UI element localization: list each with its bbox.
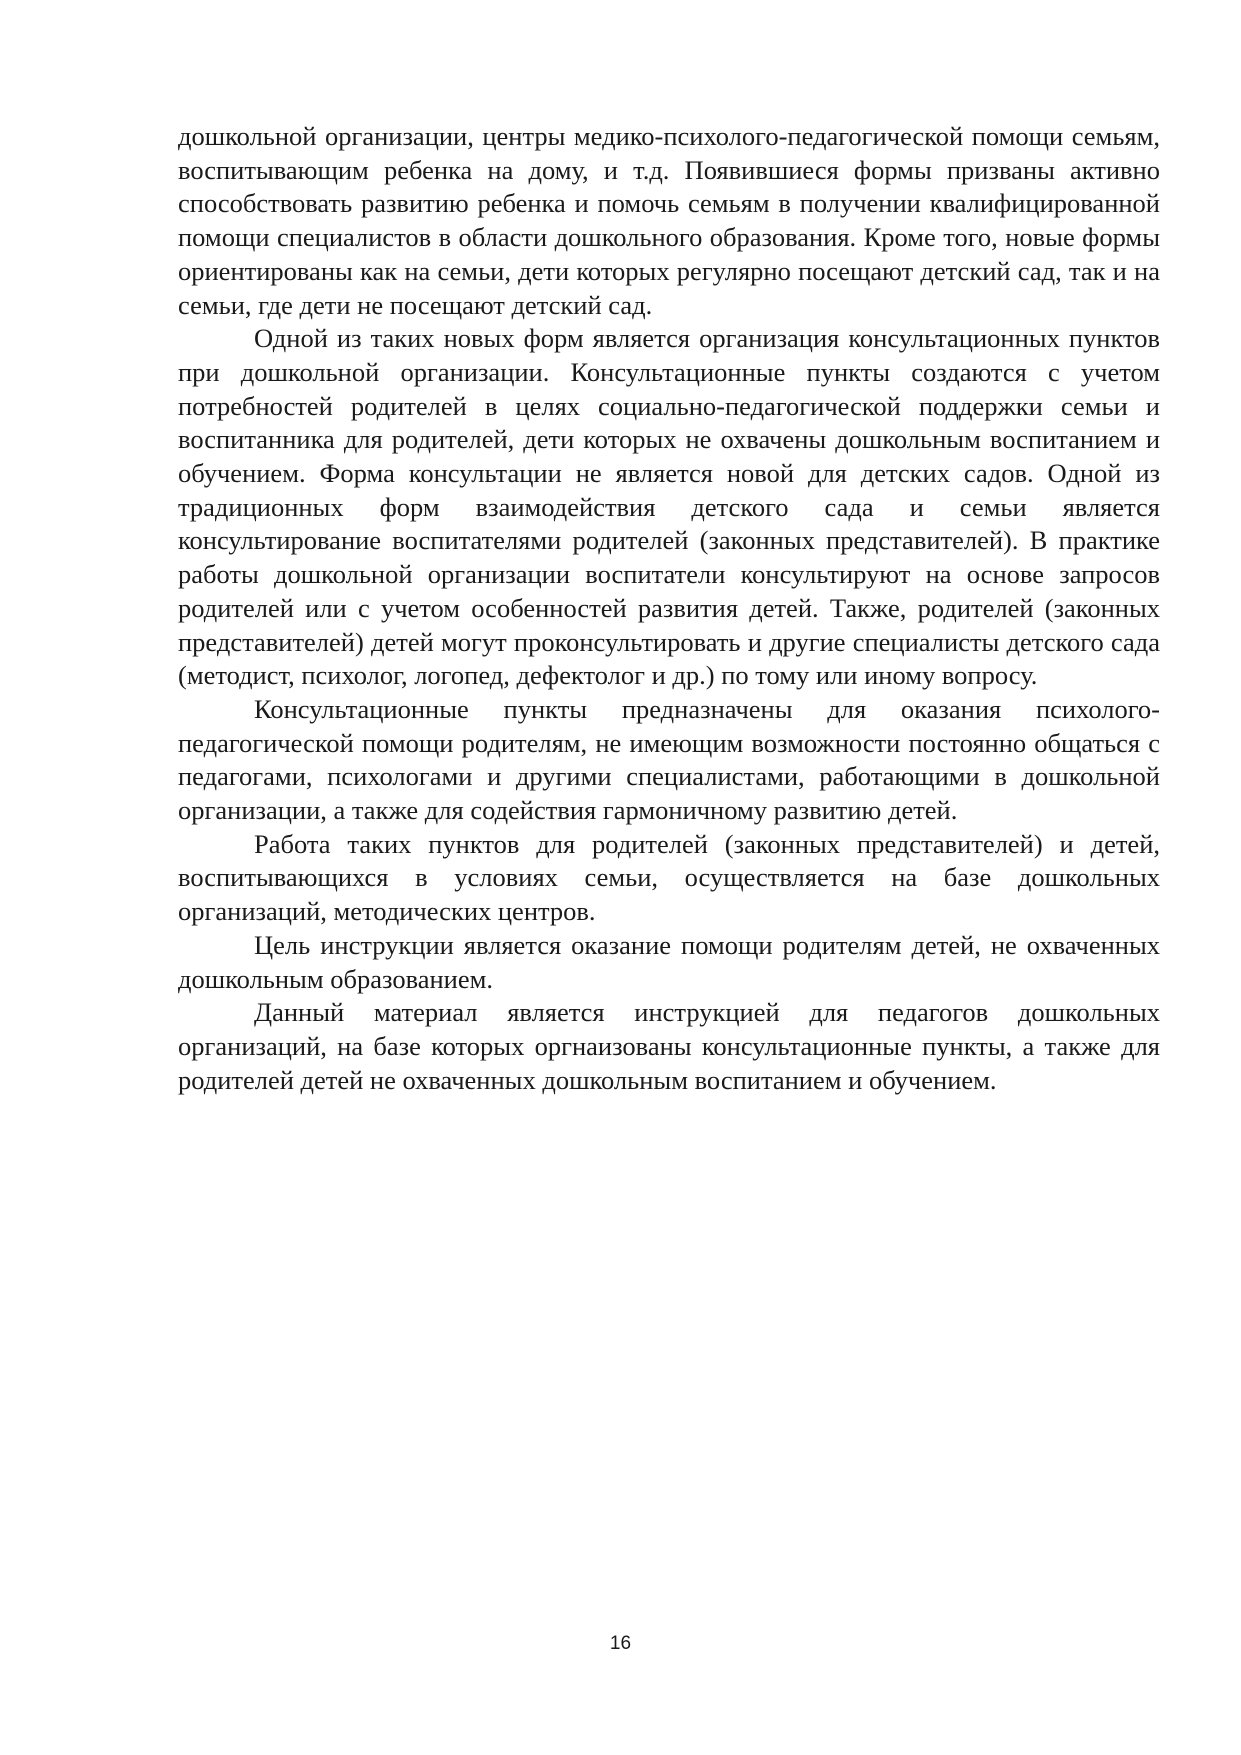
- paragraph-purpose: Консультационные пункты предназначены для оказания психолого-педагогической помощи родителям, не имеющим возможности постоянно общаться с педагогами, психологами и другими специалистами, работающими в дошкольной организации, а также для содействия гармоничному развитию детей.: [178, 693, 1160, 826]
- page-number: 16: [609, 1633, 632, 1654]
- paragraph-instruction-goal: Цель инструкции является оказание помощи родителям детей, не охваченных дошкольным образованием.: [178, 929, 1160, 994]
- paragraph-continuation: дошкольной организации, центры медико-психолого-педагогической помощи семьям, воспитывающим ребенка на дому, и т.д. Появившиеся формы призваны активно способствовать развитию ребенка и помочь семьям в получении квалифицированной помощи специалистов в области дошкольного образования. Кроме того, новые формы ориентированы как на семьи, дети которых регулярно посещают детский сад, так и на семьи, где дети не посещают детский сад.: [178, 121, 1160, 320]
- paragraph-work-base: Работа таких пунктов для родителей (законных представителей) и детей, воспитывающихся в условиях семьи, осуществляется на базе дошкольных организаций, методических центров.: [178, 828, 1160, 927]
- paragraph-consultation-points: Одной из таких новых форм является организация консультационных пунктов при дошкольной организации. Консультационные пункты создаются с учетом потребностей родителей в целях социально-педагогической поддержки семьи и воспитанника для родителей, дети которых не охвачены дошкольным воспитанием и обучением. Форма консультации не является новой для детских садов. Одной из традиционных форм взаимодействия детского сада и семьи является консультирование воспитателями родителей (законных представителей). В практике работы дошкольной организации воспитатели консультируют на основе запросов родителей или с учетом особенностей развития детей. Также, родителей (законных представителей) детей могут проконсультировать и другие специалисты детского сада (методист, психолог, логопед, дефектолог и др.) по тому или иному вопросу.: [178, 323, 1160, 691]
- body-text: [178, 120, 1160, 1097]
- paragraph-material-audience: Данный материал является инструкцией для педагогов дошкольных организаций, на базе которых оргнаизованы консультационные пункты, а также для родителей детей не охваченных дошкольным воспитанием и обучением.: [178, 997, 1160, 1095]
